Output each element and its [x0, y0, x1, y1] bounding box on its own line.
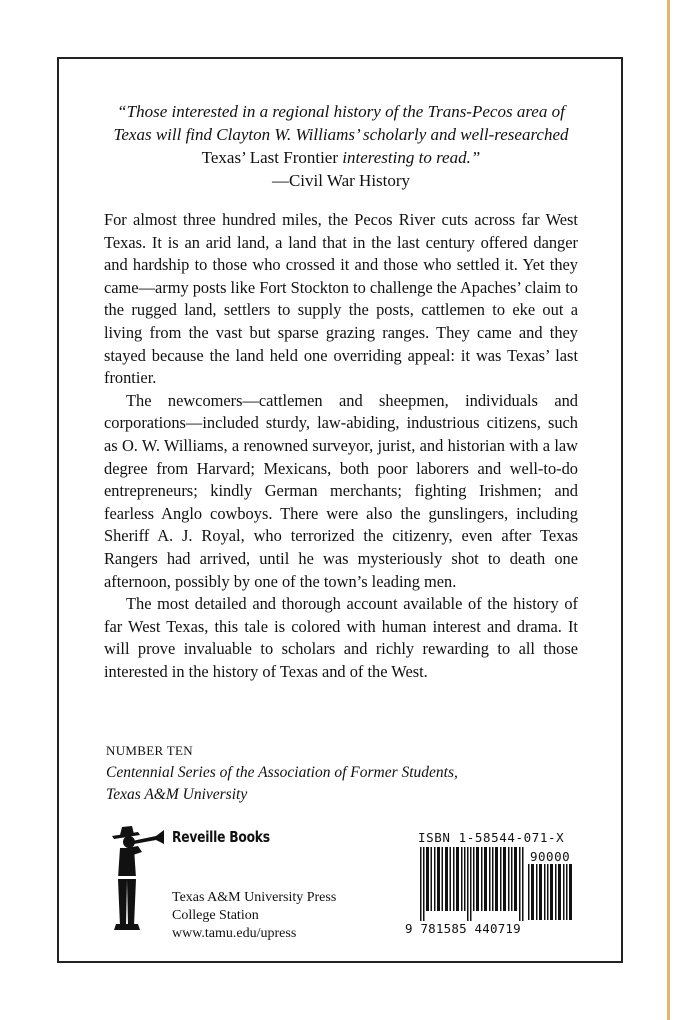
imprint-name: Reveille Books	[172, 828, 270, 846]
blurb-book-title: Texas’ Last Frontier	[201, 148, 339, 167]
press-url: www.tamu.edu/upress	[172, 926, 297, 941]
series-info	[106, 740, 580, 806]
description-paragraph-3: The most detailed and thorough account available of the history of far West Texas, this tale is colored with human interest and drama. It will prove invaluable to scholars and richly rewarding to all those interested in the history of Texas and of the West.	[104, 594, 578, 681]
description-text	[104, 209, 578, 683]
description-paragraph-1: For almost three hundred miles, the Pecos River cuts across far West Texas. It is an arid land, a land that in the last century offered danger and hardship to those who crossed it and those who settled it. Yet they came—army posts like Fort Stockton to challenge the Apaches’ claim to the rugged land, settlers to supply the posts, cattlemen to eke out a living from the vast but sparse grazing ranges. They came and they stayed because the land held one overriding appeal: it was Texas’ last frontier.	[104, 210, 578, 388]
price-addon-barcode	[528, 864, 574, 920]
press-info	[172, 889, 336, 943]
bugler-logo-icon	[108, 822, 166, 934]
press-name: Texas A&M University Press	[172, 890, 337, 905]
series-title-line2: Texas A&M University	[106, 786, 248, 803]
series-number: NUMBER TEN	[106, 743, 193, 758]
isbn-label: ISBN 1-58544-071-X	[418, 830, 565, 845]
ean-barcode	[420, 847, 524, 921]
spine-edge-stripe	[667, 0, 670, 1020]
review-blurb	[104, 100, 578, 192]
series-title-line1: Centennial Series of the Association of Former Students,	[106, 764, 458, 781]
blurb-quote-part2: interesting to read.”	[342, 148, 481, 167]
blurb-source: —Civil War History	[271, 171, 411, 190]
price-code: 90000	[530, 849, 571, 864]
blurb-quote-part1: “Those interested in a regional history of the Trans-Pecos area of Texas will find Clayton W. Williams’ scholarly and well-researched	[113, 102, 569, 144]
press-location: College Station	[172, 908, 259, 923]
ean-digits: 9 781585 440719	[405, 921, 521, 936]
description-paragraph-2: The newcomers—cattlemen and sheepmen, individuals and corporations—included sturdy, law-abiding, industrious citizens, such as O. W. Williams, a renowned surveyor, jurist, and historian with a law degree from Harvard; Mexicans, both poor laborers and well-to-do entrepreneurs; kindly German merchants; fighting Irishmen; and fearless Anglo cowboys. There were also the gunslingers, including Sheriff A. J. Royal, who terrorized the citizenry, even after Texas Rangers had arrived, until he was mysteriously shot to death one afternoon, possibly by one of the town’s leading men.	[104, 390, 578, 591]
